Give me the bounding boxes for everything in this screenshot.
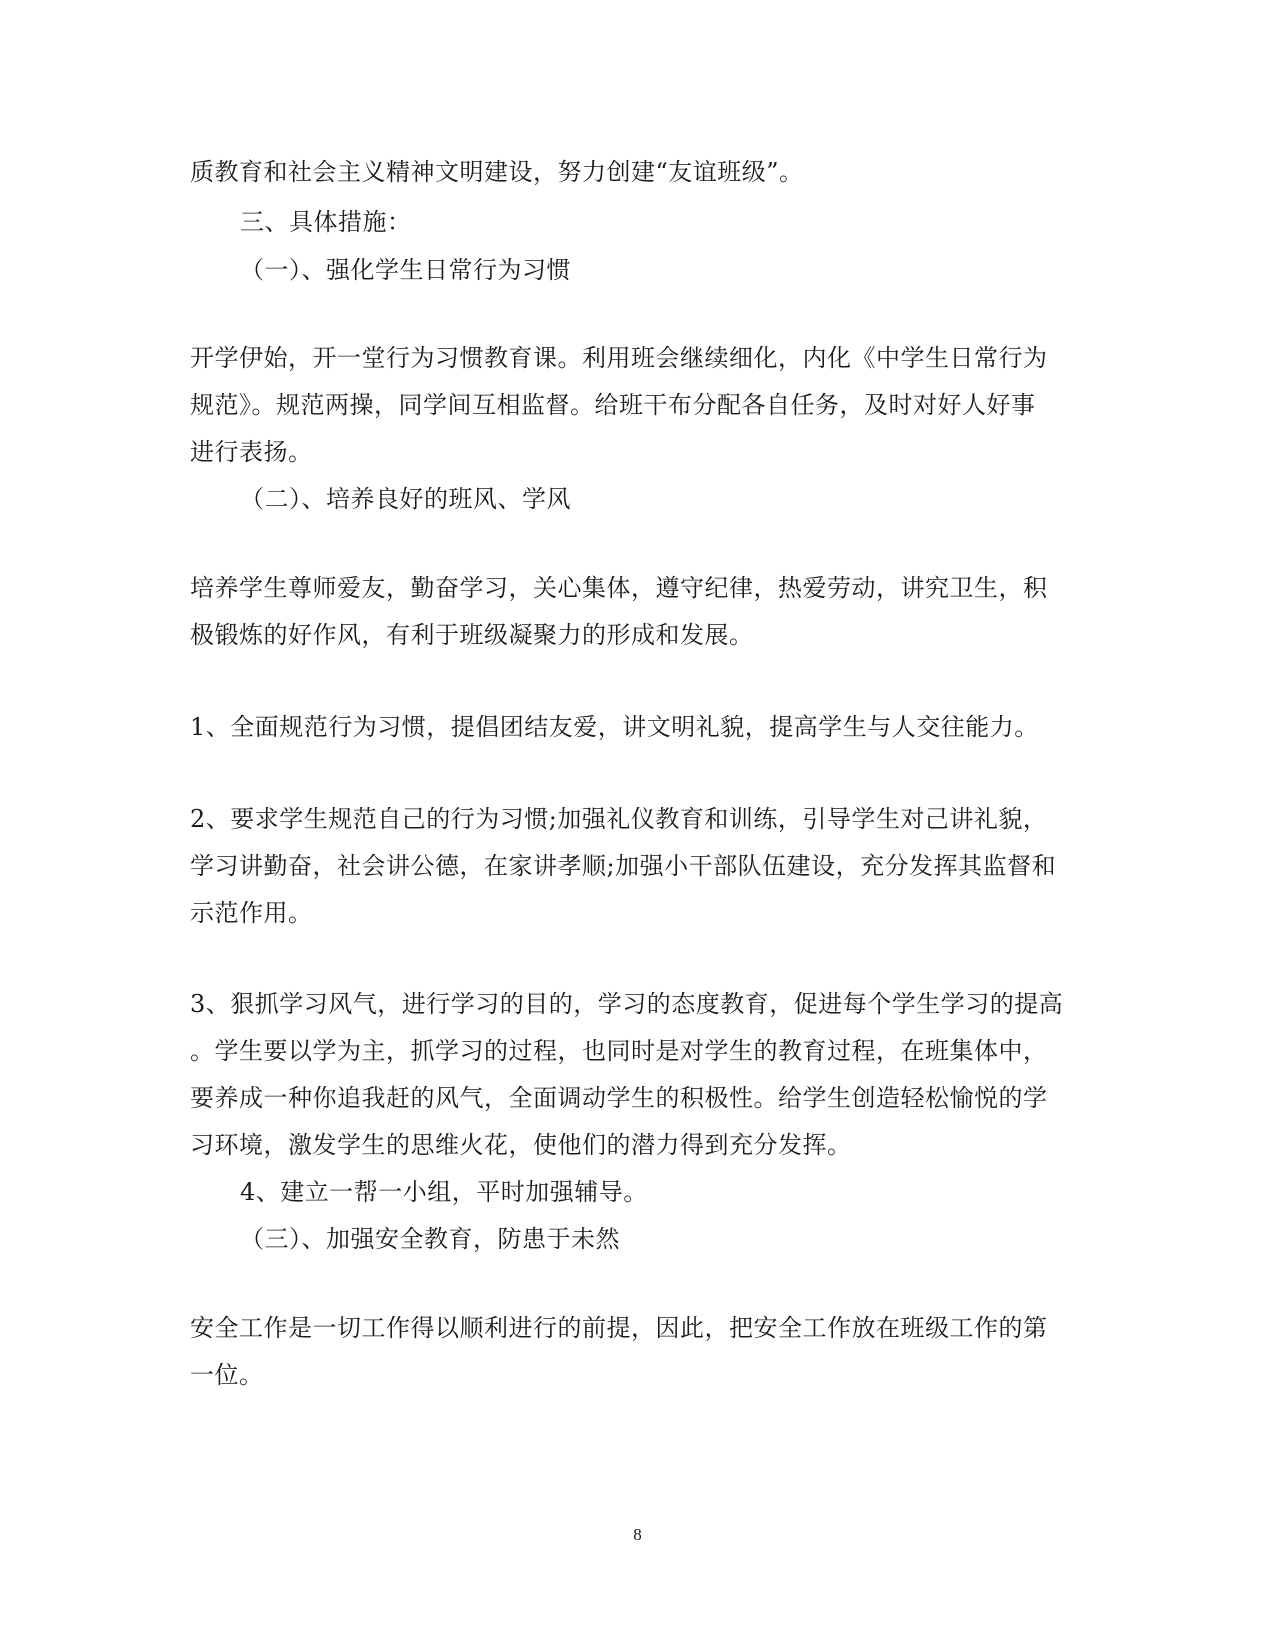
- text-line: 开学伊始，开一堂行为习惯教育课。利用班会继续细化，内化《中学生日常行为: [190, 344, 1048, 372]
- text-line: 要养成一种你追我赶的风气，全面调动学生的积极性。给学生创造轻松愉悦的学: [190, 1084, 1048, 1112]
- subsection-heading: （二）、培养良好的班风、学风: [240, 485, 571, 513]
- section-heading: 三、具体措施：: [240, 208, 412, 236]
- text-line: 。学生要以学为主，抓学习的过程，也同时是对学生的教育过程，在班集体中，: [190, 1037, 1048, 1065]
- list-item: 2、要求学生规范自己的行为习惯;加强礼仪教育和训练，引导学生对己讲礼貌，: [190, 805, 1048, 833]
- text-line: 质教育和社会主义精神文明建设，努力创建“友谊班级”。: [190, 158, 804, 186]
- text-line: 规范》。规范两操，同学间互相监督。给班干布分配各自任务，及时对好人好事: [190, 391, 1036, 419]
- page-number: 8: [633, 1525, 642, 1544]
- text-line: 培养学生尊师爱友，勤奋学习，关心集体，遵守纪律，热爱劳动，讲究卫生，积: [190, 574, 1048, 602]
- text-line: 一位。: [190, 1361, 264, 1389]
- list-item: 4、建立一帮一小组，平时加强辅导。: [240, 1178, 648, 1206]
- subsection-heading: （三）、加强安全教育，防患于未然: [240, 1225, 620, 1253]
- text-line: 习环境，激发学生的思维火花，使他们的潜力得到充分发挥。: [190, 1131, 852, 1159]
- text-line: 进行表扬。: [190, 438, 313, 466]
- text-line: 极锻炼的好作风，有利于班级凝聚力的形成和发展。: [190, 621, 754, 649]
- list-item: 1、全面规范行为习惯，提倡团结友爱，讲文明礼貌，提高学生与人交往能力。: [190, 713, 1039, 741]
- text-line: 示范作用。: [190, 899, 313, 927]
- subsection-heading: （一）、强化学生日常行为习惯: [240, 256, 571, 284]
- list-item: 3、狠抓学习风气，进行学习的目的，学习的态度教育，促进每个学生学习的提高: [190, 990, 1064, 1018]
- text-line: 学习讲勤奋，社会讲公德，在家讲孝顺;加强小干部队伍建设，充分发挥其监督和: [190, 852, 1057, 880]
- text-line: 安全工作是一切工作得以顺利进行的前提，因此，把安全工作放在班级工作的第: [190, 1314, 1048, 1342]
